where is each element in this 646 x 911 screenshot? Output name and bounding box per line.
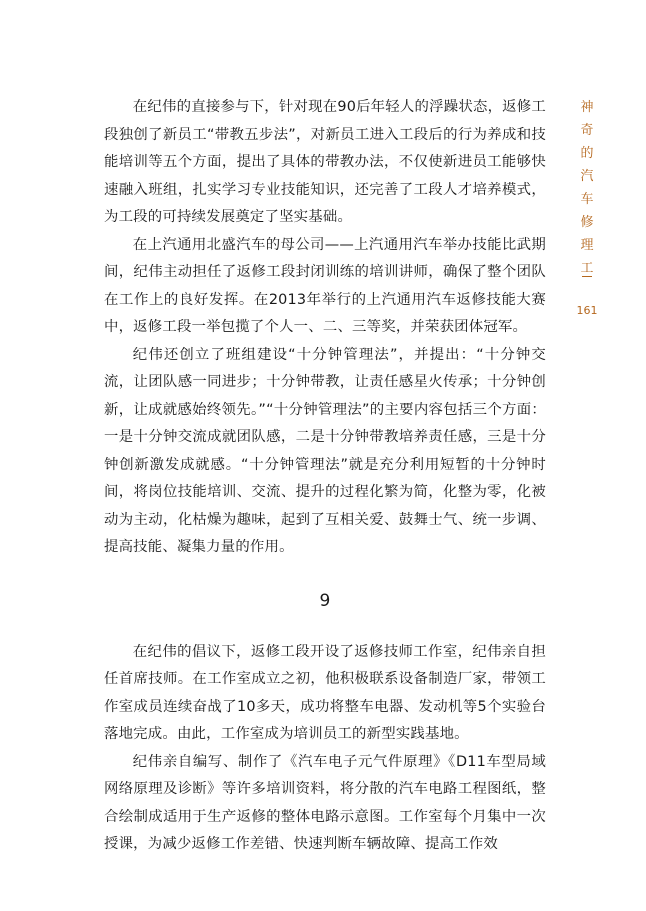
header-separator xyxy=(582,276,592,277)
paragraph: 纪伟还创立了班组建设“十分钟管理法”，并提出：“十分钟交流，让团队感一同进步；十分钟带教，让责任感星火传承；十分钟创新，让成就感始终领先。”“十分钟管理法”的主要内容包括三个方面：一是十分钟交流成就团队感，二是十分钟带教培养责任感，三是十分钟创新激发成就感。“十分钟管理法”就是充分利用短暂的十分钟时间，将岗位技能培训、交流、提升的过程化繁为简，化整为零，化被动为主动，化枯燥为趣味，起到了互相关爱、鼓舞士气、统一步调、提高技能、凝集力量的作用。 xyxy=(104,346,546,555)
page-number: 161 xyxy=(576,304,598,317)
section-number: 9 xyxy=(319,590,331,611)
paragraph: 纪伟亲自编写、制作了《汽车电子元气件原理》《D11车型局域网络原理及诊断》等许多培训资料，将分散的汽车电路工程图纸，整合绘制成适用于生产返修的整体电路示意图。工作室每个月集中一次授课，为减少返修工作差错、快速判断车辆故障、提高工作效 xyxy=(104,753,546,852)
paragraph: 在上汽通用北盛汽车的母公司——上汽通用汽车举办技能比武期间，纪伟主动担任了返修工段封闭训练的培训讲师，确保了整个团队在工作上的良好发挥。在2013年举行的上汽通用汽车返修技能大赛中，返修工段一举包揽了个人一、二、三等奖，并荣获团体冠军。 xyxy=(104,236,546,335)
paragraph: 在纪伟的直接参与下，针对现在90后年轻人的浮躁状态，返修工段独创了新员工“带教五步法”，对新员工进入工段后的行为养成和技能培训等五个方面，提出了具体的带教办法，不仅使新进员工能够快速融入班组，扎实学习专业技能知识，还完善了工段人才培养模式，为工段的可持续发展奠定了坚实基础。 xyxy=(104,99,546,225)
paragraph: 在纪伟的倡议下，返修工段开设了返修技师工作室，纪伟亲自担任首席技师。在工作室成立之初，他积极联系设备制造厂家，带领工作室成员连续奋战了10多天，成功将整车电器、发动机等5个实验台落地完成。由此，工作室成为培训员工的新型实践基地。 xyxy=(104,643,546,742)
running-header: 神奇的汽车修理工 xyxy=(580,100,594,276)
body-text xyxy=(104,94,546,859)
